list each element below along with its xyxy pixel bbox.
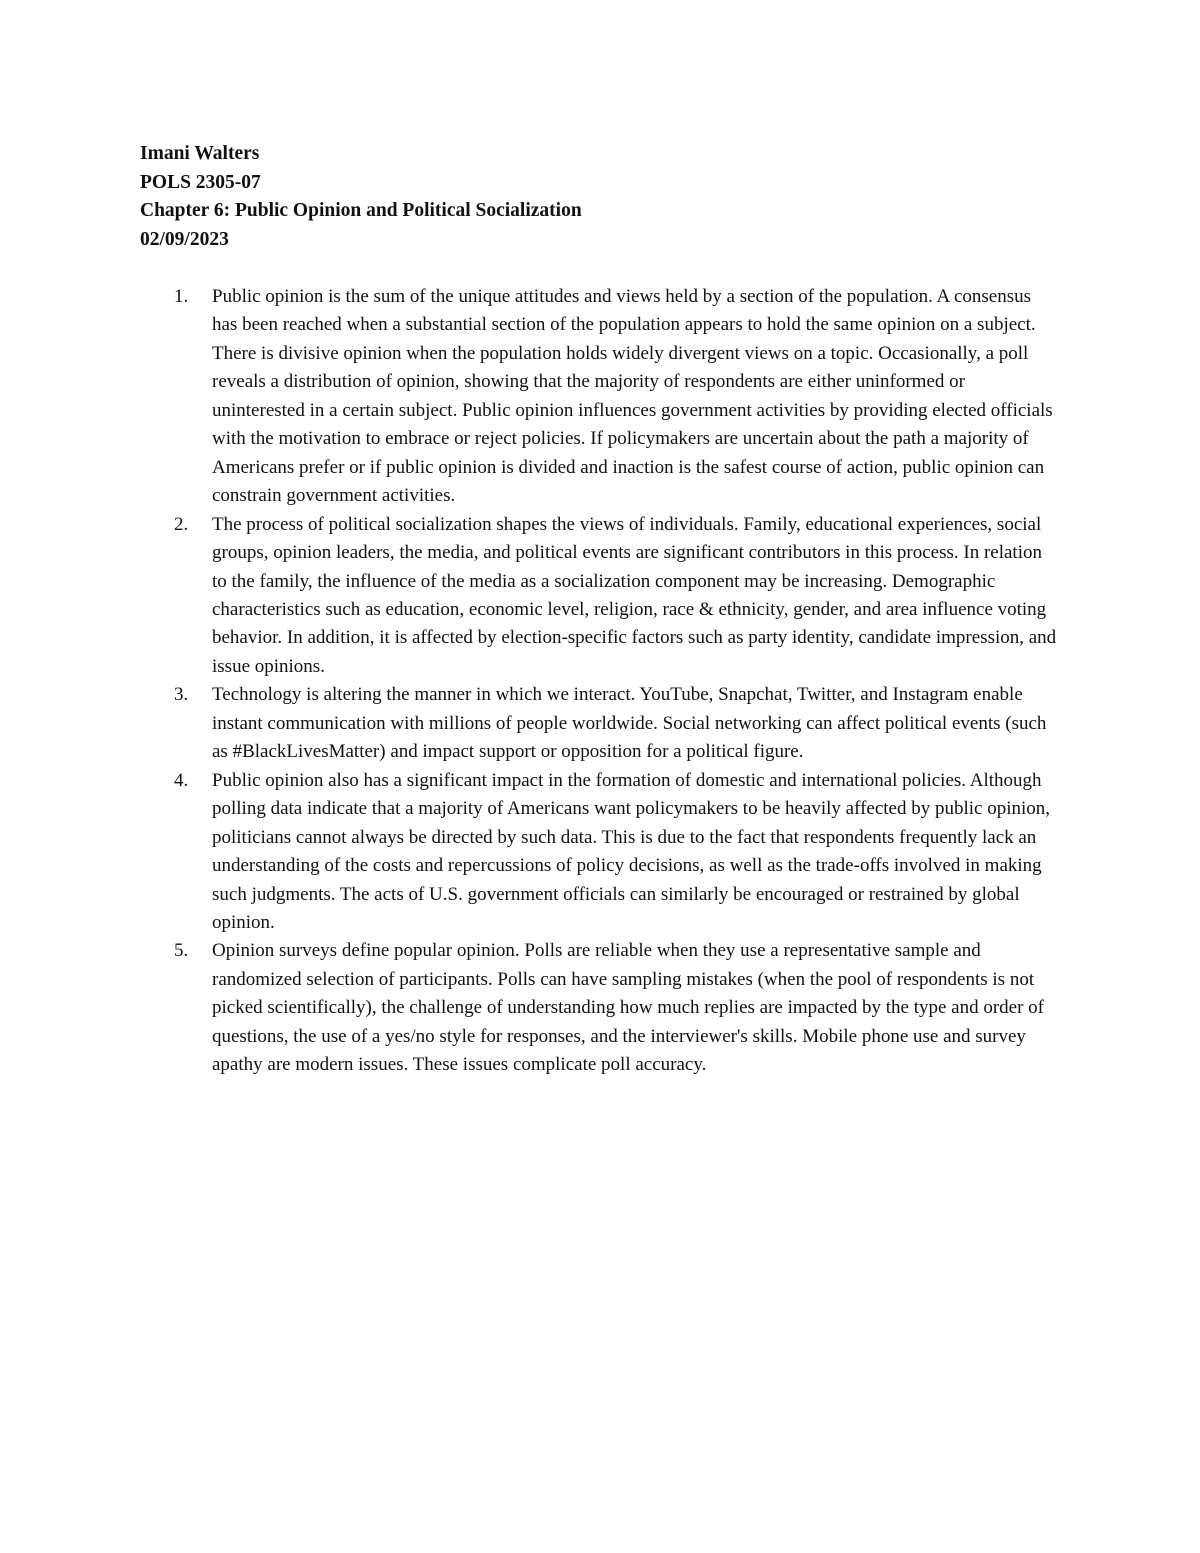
list-item-text: Public opinion also has a significant impact in the formation of domestic and international policies. Although polling data indicate that a majority of Americans want policymakers to be heavily affected by public opinion, politicians cannot always be directed by such data. This is due to the fact that respondents frequently lack an understanding of the costs and repercussions of policy decisions, as well as the trade-offs involved in making such judgments. The acts of U.S. government officials can similarly be encouraged or restrained by global opinion. — [212, 769, 1051, 933]
list-item-number: 1. — [174, 286, 189, 307]
list-item — [140, 937, 1060, 1079]
list-item-number: 3. — [174, 684, 189, 706]
list-item-number: 4. — [174, 769, 189, 791]
list-item-text: Public opinion is the sum of the unique attitudes and views held by a section of the population. A consensus has been reached when a substantial section of the population appears to hold the same opinion on a subject. There is divisive opinion when the population holds widely divergent views on a topic. Occasionally, a poll reveals a distribution of opinion, showing that the majority of respondents are either uninformed or uninterested in a certain subject. Public opinion influences government activities by providing elected officials with the motivation to embrace or reject policies. If policymakers are uncertain about the path a majority of Americans prefer or if public opinion is divided and inaction is the safest course of action, public opinion can constrain government activities. — [212, 286, 1053, 507]
list-item-text: The process of political socialization shapes the views of individuals. Family, educational experiences, social groups, opinion leaders, the media, and political events are significant contributors in this process. In relation to the family, the influence of the media as a socialization component may be increasing. Demographic characteristics such as education, economic level, religion, race & ethnicity, gender, and area influence voting behavior. In addition, it is affected by election-specific factors such as party identity, candidate impression, and issue opinions. — [212, 513, 1057, 677]
author-name: Imani Walters — [140, 143, 260, 164]
list-item-text: Technology is altering the manner in which we interact. YouTube, Snapchat, Twitter, and Instagram enable instant communication with millions of people worldwide. Social networking can affect political events (such as #BlackLivesMatter) and impact support or opposition for a political figure. — [212, 684, 1047, 763]
list-item — [140, 681, 1060, 766]
list-item-number: 2. — [174, 513, 189, 535]
chapter-title: Chapter 6: Public Opinion and Political Socialization — [140, 200, 582, 222]
list-item-text: Opinion surveys define popular opinion. Polls are reliable when they use a representative sample and randomized selection of participants. Polls can have sampling mistakes (when the pool of respondents is not picked scientifically), the challenge of understanding how much replies are impacted by the type and order of questions, the use of a yes/no style for responses, and the interviewer's skills. Mobile phone use and survey apathy are modern issues. These issues complicate poll accuracy. — [212, 940, 1045, 1076]
list-item — [140, 511, 1060, 682]
document-date: 02/09/2023 — [140, 228, 229, 250]
course-code: POLS 2305-07 — [140, 171, 261, 193]
document-header — [140, 140, 1070, 254]
answer-list — [140, 283, 1060, 1080]
list-item — [140, 767, 1060, 938]
list-item — [140, 283, 1060, 511]
list-item-number: 5. — [174, 940, 189, 962]
